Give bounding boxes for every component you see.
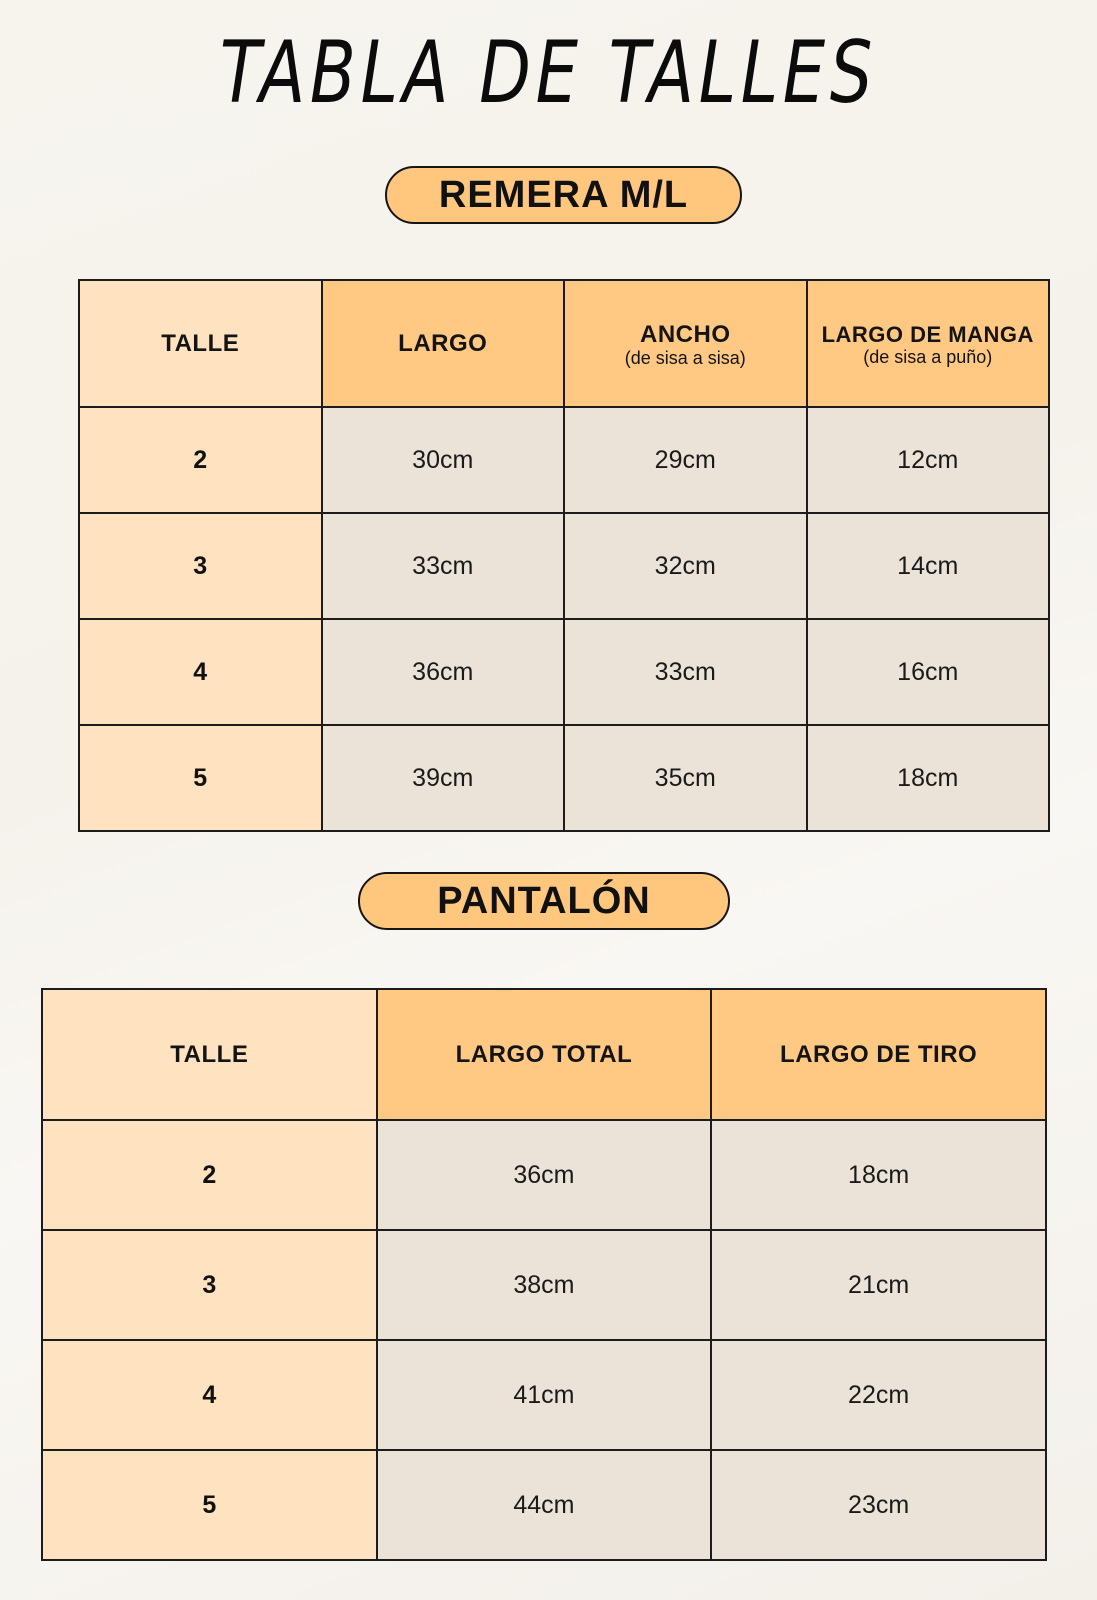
talle-cell: 3 <box>42 1230 377 1340</box>
largo-manga-cell: 18cm <box>807 725 1050 831</box>
pantalon-size-table <box>41 988 1047 1561</box>
column-header-label: LARGO TOTAL <box>455 1040 633 1068</box>
ancho-cell: 32cm <box>564 513 807 619</box>
column-header-ancho <box>564 280 807 407</box>
column-header-sublabel: (de sisa a puño) <box>863 346 993 367</box>
column-header-label: ANCHO <box>640 320 731 348</box>
largo-cell: 30cm <box>322 407 565 513</box>
column-header-largo-total <box>377 989 712 1120</box>
column-header-largo-tiro <box>711 989 1046 1120</box>
largo-cell: 36cm <box>322 619 565 725</box>
largo-manga-cell: 16cm <box>807 619 1050 725</box>
talle-cell: 3 <box>79 513 322 619</box>
talle-cell: 5 <box>79 725 322 831</box>
column-header-label: LARGO DE TIRO <box>780 1040 978 1068</box>
column-header-sublabel: (de sisa a sisa) <box>624 347 746 368</box>
table-header-row <box>42 989 1046 1120</box>
largo-total-cell: 38cm <box>377 1230 712 1340</box>
largo-total-cell: 36cm <box>377 1120 712 1230</box>
table-row <box>79 619 1049 725</box>
table-header-row <box>79 280 1049 407</box>
page-title: TABLA DE TALLES <box>219 23 878 123</box>
talle-cell: 5 <box>42 1450 377 1560</box>
ancho-cell: 35cm <box>564 725 807 831</box>
largo-total-cell: 41cm <box>377 1340 712 1450</box>
remera-size-table <box>78 279 1050 832</box>
table-row <box>79 725 1049 831</box>
column-header-label: LARGO <box>398 329 488 357</box>
column-header-label: LARGO DE MANGA <box>821 321 1034 347</box>
column-header-label: TALLE <box>170 1040 249 1068</box>
largo-manga-cell: 12cm <box>807 407 1050 513</box>
column-header-talle <box>42 989 377 1120</box>
largo-cell: 33cm <box>322 513 565 619</box>
largo-cell: 39cm <box>322 725 565 831</box>
largo-tiro-cell: 21cm <box>711 1230 1046 1340</box>
talle-cell: 2 <box>79 407 322 513</box>
column-header-label: TALLE <box>161 329 240 357</box>
section-label-pantalon: PANTALÓN <box>358 872 730 930</box>
column-header-largo-manga <box>807 280 1050 407</box>
largo-manga-cell: 14cm <box>807 513 1050 619</box>
table-row <box>42 1230 1046 1340</box>
largo-total-cell: 44cm <box>377 1450 712 1560</box>
largo-tiro-cell: 18cm <box>711 1120 1046 1230</box>
table-row <box>42 1120 1046 1230</box>
table-row <box>79 407 1049 513</box>
table-row <box>42 1450 1046 1560</box>
talle-cell: 4 <box>42 1340 377 1450</box>
table-row <box>79 513 1049 619</box>
ancho-cell: 33cm <box>564 619 807 725</box>
column-header-talle <box>79 280 322 407</box>
talle-cell: 2 <box>42 1120 377 1230</box>
largo-tiro-cell: 22cm <box>711 1340 1046 1450</box>
table-row <box>42 1340 1046 1450</box>
ancho-cell: 29cm <box>564 407 807 513</box>
column-header-largo <box>322 280 565 407</box>
talle-cell: 4 <box>79 619 322 725</box>
section-label-remera: REMERA M/L <box>385 166 742 224</box>
largo-tiro-cell: 23cm <box>711 1450 1046 1560</box>
